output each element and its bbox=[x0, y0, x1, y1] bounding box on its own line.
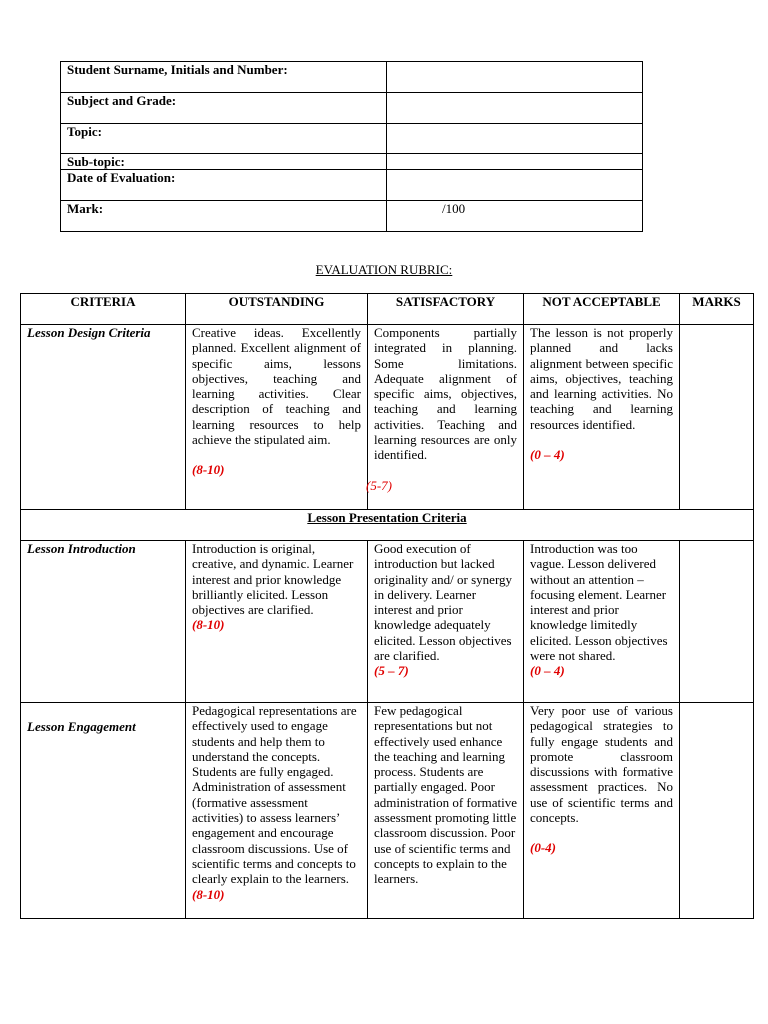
not-acceptable-text: Introduction was too vague. Lesson delivered without an attention – focusing element. Learner interest and prior knowledge limitedly elicited. Lesson objectives were not shared. bbox=[530, 541, 668, 664]
header-satisfactory: SATISFACTORY bbox=[368, 294, 524, 325]
table-row bbox=[21, 541, 754, 703]
not-acceptable-text: The lesson is not properly planned and lacks alignment between specific aims, objectives, teaching and learning activities. No teaching and learning resources identified. bbox=[530, 325, 673, 432]
satisfactory-score: (5-7) bbox=[366, 477, 392, 493]
info-label-subtopic: Sub-topic: bbox=[61, 154, 387, 170]
rubric-title-wrap bbox=[0, 262, 768, 278]
not-acceptable-score: (0 – 4) bbox=[530, 663, 565, 679]
satisfactory-text: Good execution of introduction but lacked originality and/ or synergy in delivery. Learner interest and prior knowledge adequately elicited. Lesson objectives are clarified. bbox=[374, 541, 513, 664]
info-value-mark[interactable]: /100 bbox=[387, 201, 643, 232]
info-label-mark: Mark: bbox=[61, 201, 387, 232]
section-heading: Lesson Presentation Criteria bbox=[307, 510, 467, 525]
outstanding-text: Introduction is original, creative, and dynamic. Learner interest and prior knowledge brilliantly elicited. Lesson objectives are clarified. bbox=[192, 541, 354, 618]
outstanding-text: Creative ideas. Excellently planned. Excellent alignment of specific aims, lessons objectives, teaching and learning activities. Clear description of teaching and learning resources to help achieve the stipulated aim. bbox=[192, 325, 361, 448]
satisfactory-cell bbox=[368, 703, 524, 919]
outstanding-cell bbox=[186, 325, 368, 510]
marks-cell[interactable] bbox=[680, 541, 754, 703]
header-outstanding: OUTSTANDING bbox=[186, 294, 368, 325]
header-marks: MARKS bbox=[680, 294, 754, 325]
info-value-topic[interactable] bbox=[387, 124, 643, 154]
satisfactory-score: (5 – 7) bbox=[374, 663, 409, 679]
criteria-lesson-introduction: Lesson Introduction bbox=[21, 541, 186, 703]
marks-cell[interactable] bbox=[680, 703, 754, 919]
outstanding-score: (8-10) bbox=[192, 462, 225, 478]
outstanding-score: (8-10) bbox=[192, 886, 225, 902]
criteria-lesson-engagement: Lesson Engagement bbox=[21, 703, 186, 919]
info-value-date[interactable] bbox=[387, 170, 643, 201]
not-acceptable-cell bbox=[524, 325, 680, 510]
section-heading-cell bbox=[21, 510, 754, 541]
info-value-student[interactable] bbox=[387, 62, 643, 93]
info-label-date: Date of Evaluation: bbox=[61, 170, 387, 201]
info-label-topic: Topic: bbox=[61, 124, 387, 154]
satisfactory-cell bbox=[368, 541, 524, 703]
header-not-acceptable: NOT ACCEPTABLE bbox=[524, 294, 680, 325]
info-label-subject: Subject and Grade: bbox=[61, 93, 387, 124]
rubric-title: EVALUATION RUBRIC: bbox=[315, 262, 453, 277]
not-acceptable-score: (0-4) bbox=[530, 840, 556, 856]
not-acceptable-cell bbox=[524, 703, 680, 919]
not-acceptable-cell bbox=[524, 541, 680, 703]
outstanding-cell bbox=[186, 541, 368, 703]
evaluation-rubric-table bbox=[20, 293, 754, 919]
satisfactory-cell bbox=[368, 325, 524, 510]
info-value-subtopic[interactable] bbox=[387, 154, 643, 170]
table-row bbox=[21, 325, 754, 510]
marks-cell[interactable] bbox=[680, 325, 754, 510]
criteria-lesson-design: Lesson Design Criteria bbox=[21, 325, 186, 510]
info-value-subject[interactable] bbox=[387, 93, 643, 124]
outstanding-score: (8-10) bbox=[192, 617, 225, 633]
header-criteria: CRITERIA bbox=[21, 294, 186, 325]
not-acceptable-text: Very poor use of various pedagogical strategies to fully engage students and promote classroom discussions with formative assessment practices. No use of scientific terms and concepts. bbox=[530, 703, 673, 826]
outstanding-cell bbox=[186, 703, 368, 919]
satisfactory-text: Components partially integrated in planning. Some limitations. Adequate alignment of specific aims, objectives, teaching and learning activities. Teaching and learning resources are only identified. bbox=[374, 325, 517, 463]
table-row bbox=[21, 703, 754, 919]
info-label-student: Student Surname, Initials and Number: bbox=[61, 62, 387, 93]
not-acceptable-score: (0 – 4) bbox=[530, 447, 565, 463]
satisfactory-text: Few pedagogical representations but not effectively used enhance the teaching and learning process. Students are partially engaged. Poor administration of formative assessment promoting little classroom discussion. Poor use of scientific terms and concepts to explain to the learners. bbox=[374, 703, 517, 887]
outstanding-text: Pedagogical representations are effectively used to engage students and help them to understand the concepts. Students are fully engaged. Administration of assessment (formative assessment activities) to assess learners’ engagement and encourage classroom discussions. Use of scientific terms and concepts to clearly explain to the learners. bbox=[192, 703, 357, 887]
student-info-table bbox=[60, 61, 643, 232]
